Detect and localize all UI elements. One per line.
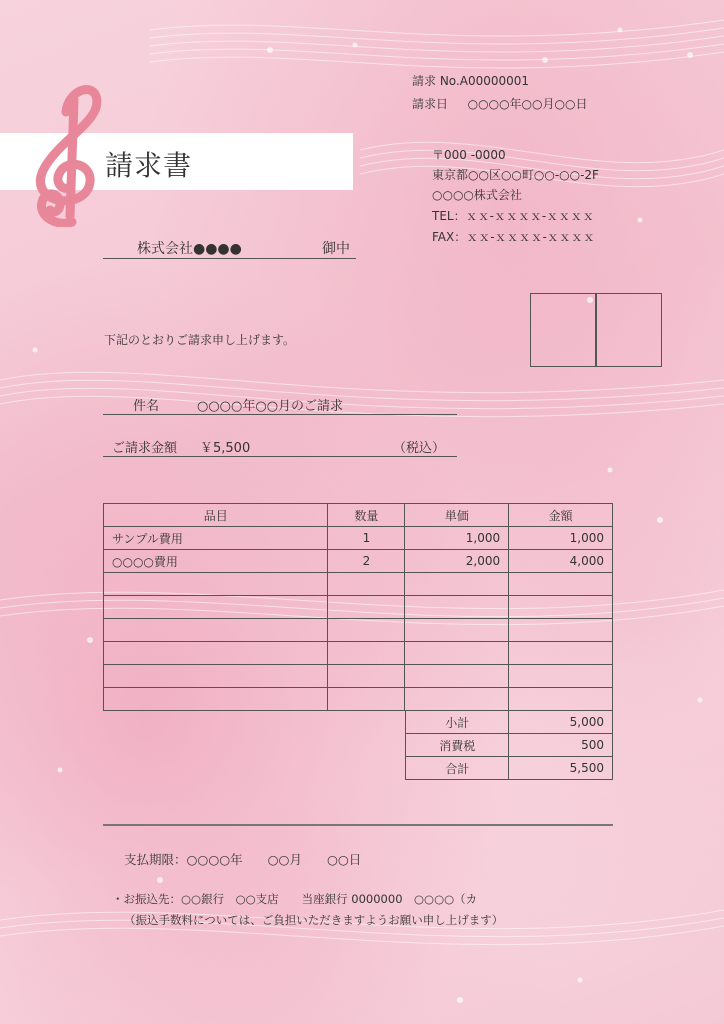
subject-label: 件名 xyxy=(133,399,160,414)
cell-amount xyxy=(509,619,613,642)
cell-unit-price: 2,000 xyxy=(405,550,509,573)
subject-underline xyxy=(103,414,457,415)
invoice-number-label: 請求 No. xyxy=(412,74,460,88)
treble-clef-icon xyxy=(28,82,108,227)
cell-qty: 1 xyxy=(328,527,405,550)
total-value: 5,500 xyxy=(509,757,613,780)
cell-unit-price xyxy=(405,665,509,688)
total-row xyxy=(406,757,613,780)
cell-qty xyxy=(328,642,405,665)
invoice-date-value: ○○○○年○○月○○日 xyxy=(467,97,588,111)
recipient-name: 株式会社●●●● xyxy=(137,241,242,257)
subject-value: ○○○○年○○月のご請求 xyxy=(197,399,344,414)
cell-item xyxy=(104,688,328,711)
cell-amount: 1,000 xyxy=(509,527,613,550)
issuer-fax: FAX：ｘｘ-ｘｘｘｘ-ｘｘｘｘ xyxy=(432,230,595,244)
cell-qty xyxy=(328,596,405,619)
table-row xyxy=(104,527,613,550)
section-divider xyxy=(103,824,613,826)
cell-amount: 4,000 xyxy=(509,550,613,573)
cell-amount xyxy=(509,596,613,619)
cell-item: ○○○○費用 xyxy=(104,550,328,573)
table-row xyxy=(104,665,613,688)
totals-table xyxy=(405,710,613,780)
recipient-honorific: 御中 xyxy=(322,241,350,257)
cell-unit-price xyxy=(405,573,509,596)
cell-qty xyxy=(328,573,405,596)
header-unit-price: 単価 xyxy=(405,504,509,527)
table-row xyxy=(104,596,613,619)
cell-unit-price xyxy=(405,619,509,642)
cell-item xyxy=(104,642,328,665)
cell-item: サンプル費用 xyxy=(104,527,328,550)
issuer-address: 東京都○○区○○町○○-○○-2F xyxy=(432,168,599,182)
recipient-underline xyxy=(103,258,356,259)
header-item: 品目 xyxy=(104,504,328,527)
subtotal-value: 5,000 xyxy=(509,711,613,734)
table-row xyxy=(104,573,613,596)
header-amount: 金額 xyxy=(509,504,613,527)
amount-underline xyxy=(103,456,457,457)
issuer-tel: TEL：ｘｘ-ｘｘｘｘ-ｘｘｘｘ xyxy=(432,209,595,223)
issuer-company: ○○○○株式会社 xyxy=(432,188,522,202)
stamp-box xyxy=(530,293,596,367)
header-qty: 数量 xyxy=(328,504,405,527)
amount-tax-note: （税込） xyxy=(393,441,446,456)
cell-qty xyxy=(328,665,405,688)
table-row xyxy=(104,619,613,642)
subtotal-label: 小計 xyxy=(406,711,509,734)
tax-row xyxy=(406,734,613,757)
subtotal-row xyxy=(406,711,613,734)
cell-qty xyxy=(328,619,405,642)
table-row xyxy=(104,550,613,573)
cell-item xyxy=(104,596,328,619)
invoice-number-value: A00000001 xyxy=(459,74,530,88)
tax-label: 消費税 xyxy=(406,734,509,757)
cell-unit-price xyxy=(405,688,509,711)
total-label: 合計 xyxy=(406,757,509,780)
items-table xyxy=(103,503,613,711)
cell-item xyxy=(104,665,328,688)
cell-qty xyxy=(328,688,405,711)
table-row xyxy=(104,688,613,711)
stamp-box xyxy=(596,293,662,367)
cell-amount xyxy=(509,573,613,596)
invoice-number-row xyxy=(412,72,529,89)
cell-item xyxy=(104,619,328,642)
cell-unit-price: 1,000 xyxy=(405,527,509,550)
amount-label: ご請求金額 xyxy=(112,441,178,456)
table-header-row xyxy=(104,504,613,527)
transfer-fee-note: （振込手数料については、ご負担いただきますようお願い申し上げます） xyxy=(124,913,504,927)
invoice-date-row xyxy=(412,95,587,112)
payment-due: 支払期限：○○○○年 ○○月 ○○日 xyxy=(124,852,362,867)
cell-amount xyxy=(509,642,613,665)
amount-value: ￥5,500 xyxy=(200,441,251,456)
invoice-date-label: 請求日 xyxy=(412,97,449,111)
cell-unit-price xyxy=(405,596,509,619)
bank-info: ・お振込先：○○銀行 ○○支店 当座銀行 0000000 ○○○○（カ xyxy=(112,892,478,906)
table-row xyxy=(104,642,613,665)
cell-amount xyxy=(509,688,613,711)
cell-item xyxy=(104,573,328,596)
cell-amount xyxy=(509,665,613,688)
tax-value: 500 xyxy=(509,734,613,757)
issuer-postal: 〒000 -0000 xyxy=(432,148,506,162)
cell-qty: 2 xyxy=(328,550,405,573)
page-title: 請求書 xyxy=(105,149,193,182)
intro-text: 下記のとおりご請求申し上げます。 xyxy=(104,333,296,347)
cell-unit-price xyxy=(405,642,509,665)
